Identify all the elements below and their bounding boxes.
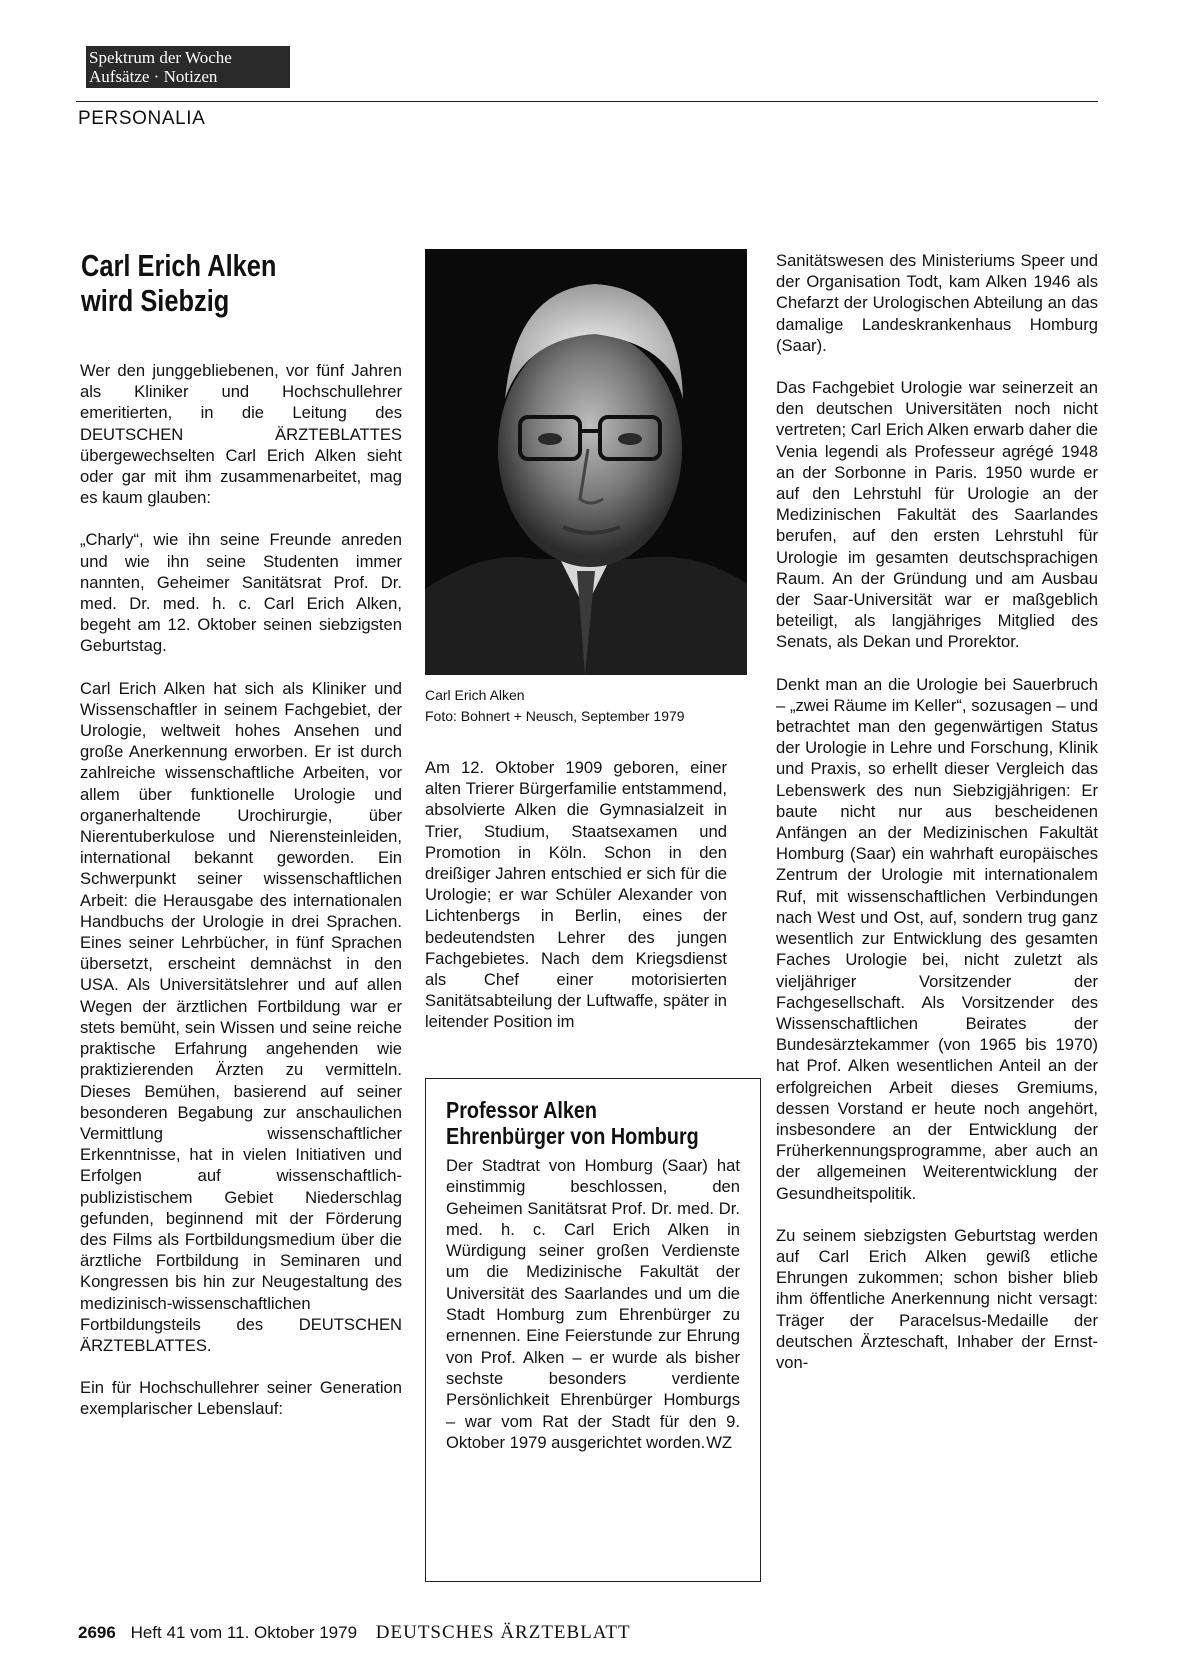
- paragraph: Denkt man an die Urologie bei Sauerbruch – „zwei Räume im Keller“, sozusagen – und betrachtet man den gegenwärtigen Status der Urologie in Lehre und Forschung, Klinik und Praxis, so erhellt dieser Vergleich das Lebenswerk des nun Siebzigjährigen: Er baute nicht nur aus bescheidenen Anfängen an der Medizinischen Fakultät Homburg (Saar) ein wahrhaft europäisches Zentrum der Urologie mit internationalem Ruf, mit wissenschaftlichen Verbindungen nach West und Ost, auf, sondern trug ganz wesentlich zur Entwicklung des gesamten Faches Urologie bei, nicht zuletzt als vieljähriger Vorsitzender der Fachgesellschaft. Als Vorsitzender des Wissenschaftlichen Beirates der Bundesärztekammer (von 1965 bis 1970) hat Prof. Alken wesentlichen Anteil an der erfolgreichen Arbeit dieses Gremiums, dessen Vorstand er heute noch angehört, insbesondere an der Entwicklung der Früherkennungsprogramme, aber auch an der allgemeinen Weiterentwicklung der Gesundheitspolitik.: [776, 674, 1098, 1203]
- section-badge-line1: Spektrum der Woche: [89, 48, 232, 67]
- right-column: [776, 250, 1098, 1394]
- paragraph: Zu seinem siebzigsten Geburtstag werden auf Carl Erich Alken gewiß etliche Ehrungen zukommen; schon bisher blieb ihm öffentliche Anerkennung nicht versagt: Träger der Paracelsus-Medaille der deutschen Ärzteschaft, Inhaber der Ernst-von-: [776, 1225, 1098, 1372]
- issue-info: Heft 41 vom 11. Oktober 1979: [130, 1623, 358, 1642]
- box-body: Der Stadtrat von Homburg (Saar) hat einstimmig beschlossen, den Geheimen Sanitätsrat Prof. Dr. med. Dr. med. h. c. Carl Erich Alken in Würdigung seiner großen Verdienste um die Medizinische Fakultät der Universität des Saarlandes und um die Stadt Homburg zum Ehrenbürger zu ernennen. Eine Feierstunde zur Ehrung von Prof. Alken – er wurde als bisher sechste besonders verdiente Persönlichkeit Ehrenbürger Homburgs – war vom Rat der Stadt für den 9. Oktober 1979 ausgerichtet worden.: [446, 1156, 740, 1452]
- paragraph: „Charly“, wie ihn seine Freunde anreden und wie ihn seine Studenten immer nannten, Geheimer Sanitätsrat Prof. Dr. med. Dr. med. h. c. Carl Erich Alken, begeht am 12. Oktober seinen siebzigsten Geburtstag.: [80, 530, 402, 656]
- article-title-line2: wird Siebzig: [81, 283, 230, 318]
- article-title-line1: Carl Erich Alken: [81, 248, 277, 283]
- paragraph: Sanitätswesen des Ministeriums Speer und der Organisation Todt, kam Alken 1946 als Chefarzt der Urologischen Abteilung an das damalige Landeskrankenhaus Homburg (Saar).: [776, 251, 1098, 355]
- paragraph: Am 12. Oktober 1909 geboren, einer alten Trierer Bürgerfamilie entstammend, absolvierte Alken die Gymnasialzeit in Trier, Studium, Staatsexamen und Promotion in Köln. Schon in den dreißiger Jahren entschied er sich für die Urologie; er war Schüler Alexander von Lichtenbergs in Berlin, eines der bedeutendsten Lehrer des jungen Fachgebietes. Nach dem Kriegsdienst als Chef einer motorisierten Sanitätsabteilung der Luftwaffe, später in leitender Position im: [425, 758, 727, 1032]
- page-footer: [78, 1622, 631, 1644]
- paragraph: Das Fachgebiet Urologie war seinerzeit an den deutschen Universitäten noch nicht vertreten; Carl Erich Alken erwarb daher die Venia legendi als Professeur agrégé 1948 an der Sorbonne in Paris. 1950 wurde er auf den Lehrstuhl für Urologie an der Medizinischen Fakultät des Saarlandes berufen, auf den ersten Lehrstuhl für Urologie im gesamten deutschsprachigen Raum. An der Gründung und am Ausbau der Saar-Universität war er maßgeblich beteiligt, als langjähriges Mitglied des Senats, als Dekan und Prorektor.: [776, 378, 1098, 652]
- photo-caption: [425, 685, 755, 727]
- box-title-line2: Ehrenbürger von Homburg: [446, 1123, 699, 1149]
- top-rule: [76, 101, 1098, 102]
- caption-credit: Foto: Bohnert + Neusch, September 1979: [425, 708, 685, 724]
- box-title: [446, 1097, 699, 1149]
- paragraph: Ein für Hochschullehrer seiner Generation exemplarischer Lebenslauf:: [80, 1378, 402, 1419]
- sidebar-box: [425, 1078, 761, 1582]
- journal-name: DEUTSCHES ÄRZTEBLATT: [375, 1622, 631, 1643]
- paragraph: Wer den junggebliebenen, vor fünf Jahren als Kliniker und Hochschullehrer emeritierten, in die Leitung des DEUTSCHEN ÄRZTEBLATTES übergewechselten Carl Erich Alken sieht oder gar mit ihm zusammenarbeitet, mag es kaum glauben:: [80, 361, 402, 508]
- box-title-line1: Professor Alken: [446, 1097, 597, 1123]
- box-text: [446, 1155, 740, 1453]
- box-signature: WZ: [706, 1432, 732, 1452]
- section-badge-line2: Aufsätze · Notizen: [89, 67, 218, 86]
- portrait-photo: [425, 249, 747, 675]
- caption-name: Carl Erich Alken: [425, 687, 525, 703]
- portrait-illustration: [425, 249, 747, 675]
- rubric: PERSONALIA: [78, 108, 206, 129]
- article-title: [81, 248, 319, 318]
- middle-column: [425, 757, 727, 1054]
- left-column: [80, 360, 402, 1441]
- section-badge: [86, 46, 290, 88]
- paragraph: Carl Erich Alken hat sich als Kliniker und Wissenschaftler in seinem Fachgebiet, der Urologie, weltweit hohes Ansehen und große Anerkennung erworben. Er ist durch zahlreiche wissenschaftliche Arbeiten, vor allem über funktionelle Urologie und organerhaltende Urochirurgie, über Nierentuberkulose und Nierensteinleiden, international bekannt geworden. Ein Schwerpunkt seiner wissenschaftlichen Arbeit: die Herausgabe des internationalen Handbuchs der Urologie in drei Sprachen. Eines seiner Lehrbücher, in fünf Sprachen übersetzt, erscheint demnächst in den USA. Als Universitätslehrer und auf allen Wegen der ärztlichen Fortbildung war er stets bemüht, sein Wissen und seine reiche praktische Erfahrung angehenden wie praktizierenden Ärzten zu vermitteln. Dieses Bemühen, basierend auf seiner besonderen Begabung zur anschaulichen Vermittlung wissenschaftlicher Erkenntnisse, hat in vielen Initiativen und Erfolgen auf wissenschaftlich-publizistischem Gebiet Niederschlag gefunden, beginnend mit der Förderung des Films als Fortbildungsmedium über die ärztliche Fortbildung in Seminaren und Kongressen bis hin zur Neugestaltung des medizinisch-wissenschaftlichen Fortbildungsteils des DEUTSCHEN ÄRZTEBLATTES.: [80, 678, 402, 1355]
- page-number: 2696: [78, 1623, 116, 1642]
